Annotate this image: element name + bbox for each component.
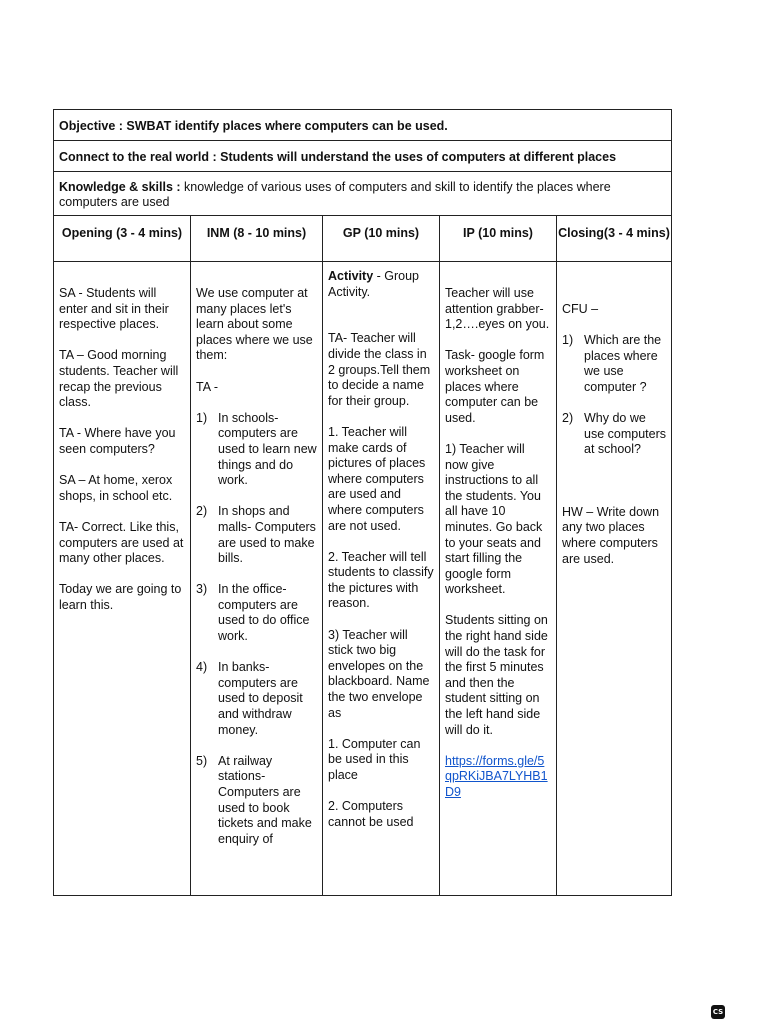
knowledge-row [54,172,671,216]
list-text: In banks- computers are used to deposit and withdraw money. [218,660,303,737]
list-item [196,660,317,738]
gp-para: 2. Computers cannot be used [328,799,414,829]
opening-para: SA – At home, xerox shops, in school etc. [59,473,173,503]
inm-column [191,216,323,895]
google-form-link[interactable]: https://forms.gle/5qpRKiJBA7LYHB1D9 [445,753,548,799]
list-text: At railway stations- Computers are used to book tickets and make enquiry of [218,753,312,846]
inm-intro: We use computer at many places let's learn about some places where we use them: [196,286,313,363]
list-number: 1) [196,410,208,425]
connect-label: Connect to the real world : [59,150,217,164]
ip-para: Students sitting on the right hand side will do the task for the first 5 minutes and then the student sitting on the left hand side will do it. [445,613,548,737]
gp-column [323,216,440,895]
opening-para: TA- Correct. Like this, computers are used at many other places. [59,519,184,566]
closing-header: Closing(3 - 4 mins) [557,216,671,262]
opening-para: Today we are going to learn this. [59,582,182,612]
list-number: 1) [562,333,574,348]
list-number: 5) [196,753,208,768]
objective-label: Objective : [59,119,123,133]
ip-para: 1) Teacher will now give instructions to all the students. You all have 10 minutes. Go back to your seats and start filling the google form worksheet. [445,441,543,597]
activity-label: Activity [328,269,374,283]
ip-para: Teacher will use attention grabber- 1,2….eyes on you. [445,286,550,332]
inm-header: INM (8 - 10 mins) [191,216,322,262]
inm-ta: TA - [196,379,218,394]
ip-para: Task- google form worksheet on places where computer can be used. [445,348,545,425]
connect-row [54,141,671,172]
activity-text: - Group Activity. [328,269,420,299]
list-item [196,754,317,848]
list-text: In shops and malls- Computers are used to make bills. [218,504,316,566]
list-item [196,504,317,566]
list-number: 3) [196,582,208,597]
gp-para: 2. Teacher will tell students to classify the pictures with reason. [328,549,434,611]
opening-para: TA – Good morning students. Teacher will recap the previous class. [59,348,179,410]
list-text: In the office- computers are used to do office work. [218,582,310,644]
gp-para: TA- Teacher will divide the class in 2 groups.Tell them to decide a name for their group. [328,331,431,408]
list-number: 2) [196,504,208,519]
camscanner-logo-icon: CS [711,1005,725,1019]
connect-text: Students will understand the uses of computers at different places [216,150,617,164]
gp-para: 3) Teacher will stick two big envelopes on the blackboard. Name the two envelope as [328,627,430,720]
closing-cfu: CFU – [562,302,599,316]
gp-activity [328,269,434,300]
list-number: 2) [562,411,574,426]
gp-para: 1. Computer can be used in this place [328,736,421,782]
list-text: Which are the places where we use computer ? [584,333,662,394]
ip-header: IP (10 mins) [440,216,556,262]
gp-header: GP (10 mins) [323,216,439,262]
gp-para: 1. Teacher will make cards of pictures of places where computers are used and where computers are not used. [328,424,426,533]
closing-homework: HW – Write down any two places where computers are used. [562,504,660,566]
list-number: 4) [196,660,208,675]
list-item [562,333,666,395]
objective-text: SWBAT identify places where computers can be used. [122,119,448,133]
opening-header: Opening (3 - 4 mins) [54,216,190,262]
opening-column [54,216,191,895]
opening-para: SA - Students will enter and sit in their respective places. [59,286,169,332]
list-text: Why do we use computers at school? [584,411,666,457]
list-item [196,411,317,489]
knowledge-text: knowledge of various uses of computers and skill to identify the places where computers are used [59,180,611,209]
objective-row [54,110,671,141]
list-item [562,411,666,458]
opening-para: TA - Where have you seen computers? [59,426,176,456]
closing-column [557,216,671,895]
list-item [196,582,317,644]
lesson-plan-table [53,109,672,896]
ip-column [440,216,557,895]
list-text: In schools- computers are used to learn new things and do work. [218,410,317,488]
knowledge-label: Knowledge & skills : [59,180,181,194]
